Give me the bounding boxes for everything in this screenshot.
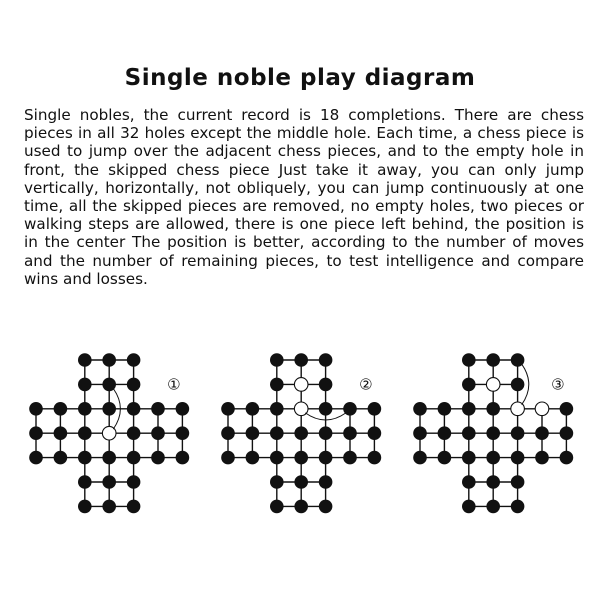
peg (54, 426, 68, 440)
peg (78, 353, 92, 367)
board-3 (413, 353, 573, 513)
peg (270, 475, 284, 489)
peg (511, 500, 525, 514)
peg (319, 500, 333, 514)
peg (560, 451, 574, 465)
peg (54, 402, 68, 416)
peg (127, 378, 141, 392)
peg (413, 451, 427, 465)
peg (127, 353, 141, 367)
peg (270, 378, 284, 392)
peg (151, 426, 165, 440)
peg (319, 402, 333, 416)
peg (511, 475, 525, 489)
peg (462, 353, 476, 367)
peg (319, 451, 333, 465)
peg (511, 451, 525, 465)
peg (368, 402, 382, 416)
peg (127, 475, 141, 489)
peg (462, 426, 476, 440)
peg (413, 402, 427, 416)
peg (102, 500, 116, 514)
peg (176, 426, 190, 440)
peg-solitaire-diagrams (0, 340, 600, 520)
peg (151, 451, 165, 465)
peg (462, 378, 476, 392)
peg (29, 451, 43, 465)
peg (368, 451, 382, 465)
peg (535, 426, 549, 440)
peg (319, 378, 333, 392)
peg (343, 451, 357, 465)
peg (102, 353, 116, 367)
peg (151, 402, 165, 416)
peg (511, 426, 525, 440)
peg (438, 451, 452, 465)
step-label: ② (359, 375, 373, 394)
peg (462, 451, 476, 465)
peg (78, 500, 92, 514)
peg (319, 426, 333, 440)
peg (462, 500, 476, 514)
page-title: Single noble play diagram (124, 65, 476, 91)
peg (246, 402, 260, 416)
peg (486, 353, 500, 367)
peg (221, 426, 235, 440)
step-label: ① (167, 375, 181, 394)
peg (294, 475, 308, 489)
peg (78, 426, 92, 440)
peg (486, 451, 500, 465)
empty-hole (535, 402, 549, 416)
peg (560, 402, 574, 416)
peg (294, 500, 308, 514)
peg (78, 475, 92, 489)
peg (270, 451, 284, 465)
diagram-area (0, 340, 600, 520)
empty-hole (294, 378, 308, 392)
peg (246, 426, 260, 440)
peg (221, 451, 235, 465)
board-1 (29, 353, 189, 513)
peg (535, 451, 549, 465)
empty-hole (486, 378, 500, 392)
peg (368, 426, 382, 440)
peg (319, 353, 333, 367)
peg (343, 426, 357, 440)
peg (127, 402, 141, 416)
peg (486, 500, 500, 514)
rules-description: Single nobles, the current record is 18 completions. There are chess pieces in all 32 holes except the middle hole. Each time, a chess piece is used to jump over the adjacent chess pieces, and to the empty hole in front, the skipped chess piece Just take it away, you can only jump vertically, horizontally, not obliquely, you can jump continuously at one time, all the skipped pieces are removed, no empty holes, two pieces or walking steps are allowed, there is one piece left behind, the position is in the center The position is better, according to the number of moves and the number of remaining pieces, to test intelligence and compare wins and losses. (24, 106, 584, 288)
peg (319, 475, 333, 489)
peg (413, 426, 427, 440)
peg (486, 402, 500, 416)
peg (176, 451, 190, 465)
step-label: ③ (551, 375, 565, 394)
peg (102, 402, 116, 416)
peg (294, 451, 308, 465)
peg (127, 426, 141, 440)
peg (270, 426, 284, 440)
peg (78, 378, 92, 392)
peg (270, 500, 284, 514)
peg (176, 402, 190, 416)
peg (78, 451, 92, 465)
board-2 (221, 353, 381, 513)
peg (102, 451, 116, 465)
peg (486, 426, 500, 440)
peg (294, 353, 308, 367)
peg (246, 451, 260, 465)
peg (29, 426, 43, 440)
peg (127, 451, 141, 465)
peg (29, 402, 43, 416)
peg (462, 475, 476, 489)
peg (294, 426, 308, 440)
peg (221, 402, 235, 416)
peg (486, 475, 500, 489)
peg (78, 402, 92, 416)
peg (462, 402, 476, 416)
peg (54, 451, 68, 465)
peg (511, 378, 525, 392)
peg (560, 426, 574, 440)
peg (438, 402, 452, 416)
peg (270, 402, 284, 416)
peg (270, 353, 284, 367)
peg (127, 500, 141, 514)
peg (102, 475, 116, 489)
peg (438, 426, 452, 440)
